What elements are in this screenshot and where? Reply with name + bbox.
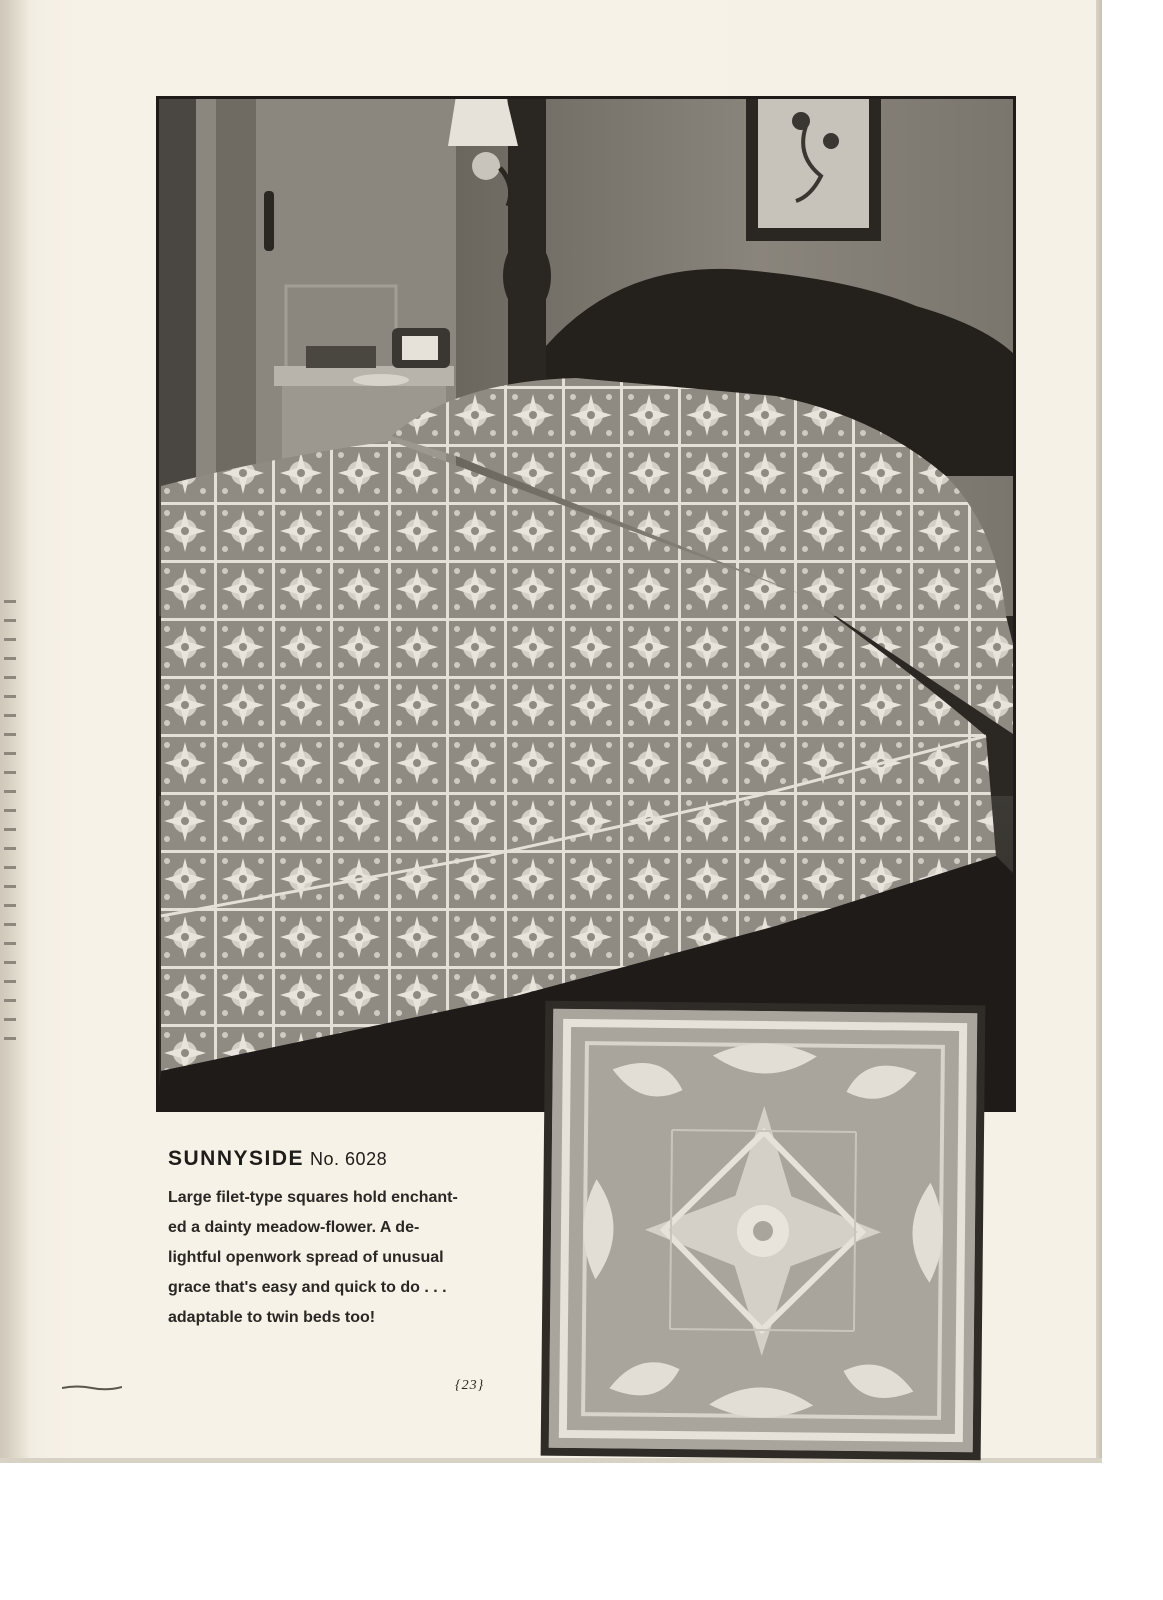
description-line: ed a dainty meadow-flower. A de-	[168, 1219, 420, 1236]
description-line: Large filet-type squares hold enchant-	[168, 1189, 458, 1206]
pattern-title	[168, 1145, 518, 1173]
pattern-name: SUNNYSIDE	[168, 1147, 305, 1170]
description-line: adaptable to twin beds too!	[168, 1309, 376, 1326]
facing-page-text-edge	[4, 600, 18, 1160]
pattern-number: No. 6028	[310, 1149, 388, 1169]
page-edge	[1096, 0, 1102, 1462]
description-line: lightful openwork spread of unusual	[168, 1249, 444, 1266]
description-line: grace that's easy and quick to do . . .	[168, 1279, 447, 1296]
bedspread-photo	[156, 96, 1016, 1112]
pattern-description	[168, 1183, 518, 1333]
pattern-caption	[168, 1145, 518, 1333]
page-mark	[62, 1385, 122, 1391]
page-number: {23}	[455, 1378, 485, 1393]
motif-closeup-photo	[541, 1001, 986, 1461]
crochet-square-motif	[549, 1009, 978, 1452]
